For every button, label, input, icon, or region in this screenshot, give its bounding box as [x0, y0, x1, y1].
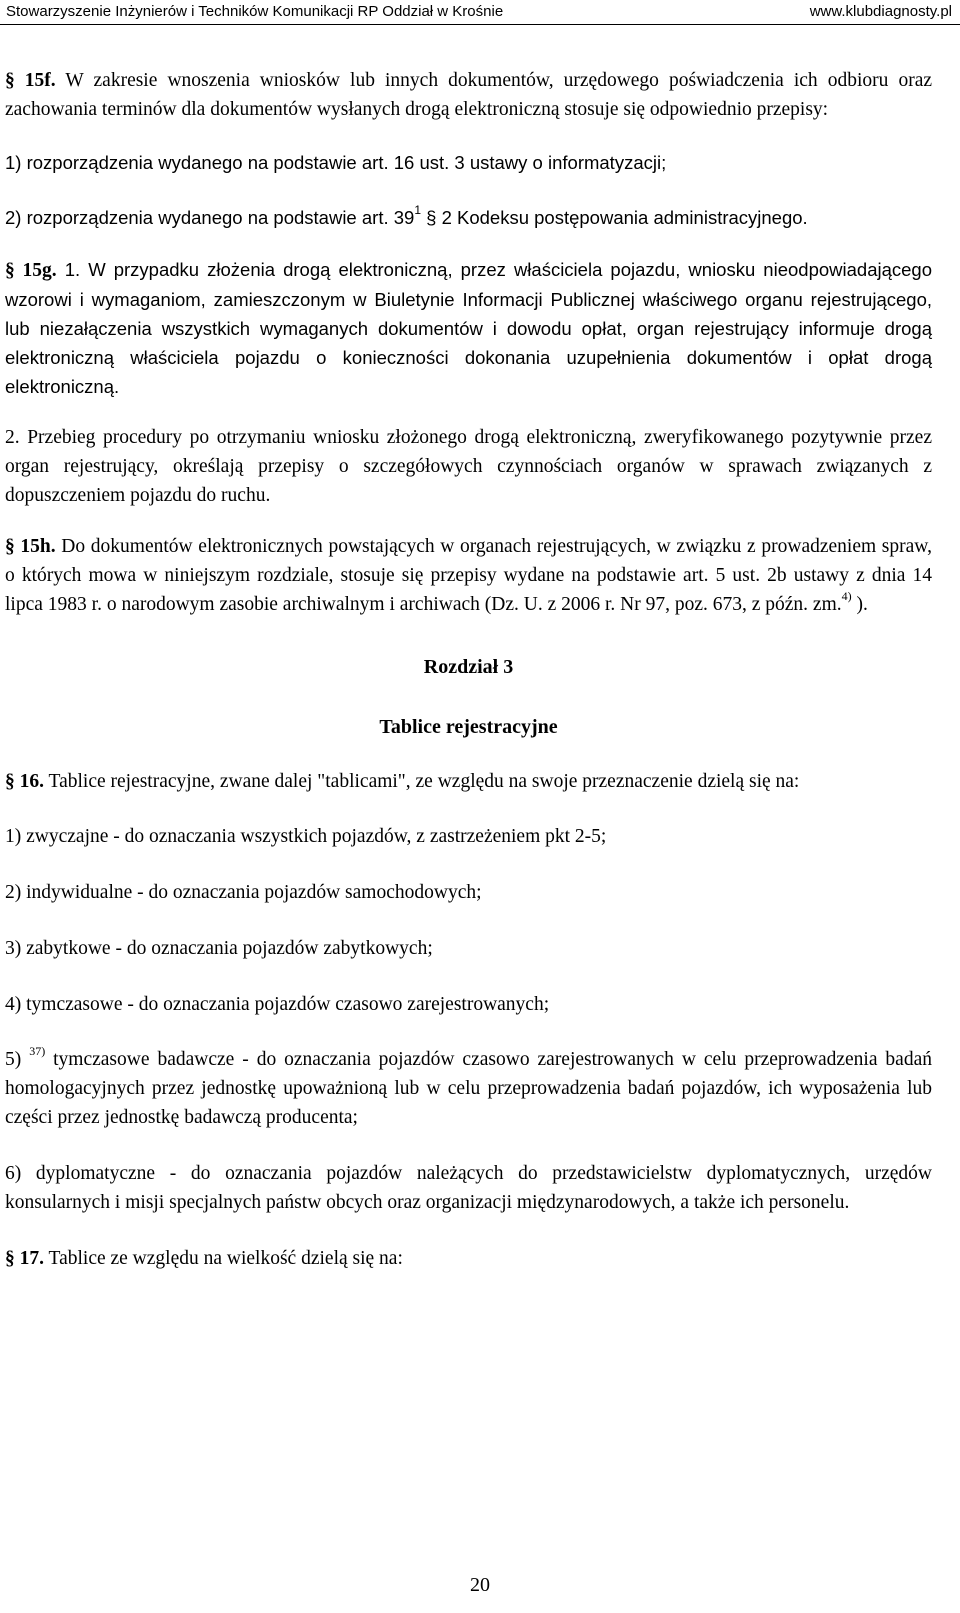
footnote-ref-4: 4)	[841, 588, 852, 603]
section-sign-16: § 16.	[5, 771, 44, 792]
chapter-title: Tablice rejestracyjne	[379, 716, 558, 738]
list-item-5	[5, 1045, 932, 1132]
item-2-text: 2) rozporządzenia wydanego na podstawie art. 39	[5, 207, 415, 228]
section-sign-15f: § 15f.	[5, 70, 56, 91]
section-sign-17: § 17.	[5, 1248, 44, 1269]
paragraph-15g-1	[5, 255, 932, 401]
page-number: 20	[470, 1574, 490, 1596]
paragraph-17	[5, 1244, 932, 1273]
list-item: 2) indywidualne - do oznaczania pojazdów samochodowych;	[5, 882, 482, 903]
paragraph-16-text: Tablice rejestracyjne, zwane dalej "tablicami", ze względu na swoje przeznaczenie dzielą się na:	[44, 771, 800, 792]
chapter-number: Rozdział 3	[423, 656, 514, 678]
paragraph-15g-2: 2. Przebieg procedury po otrzymaniu wniosku złożonego drogą elektroniczną, zweryfikowanego pozytywnie przez organ rejestrujący, określają przepisy o szczegółowych czynnościach organów w sprawach związanych z dopuszczeniem pojazdu do ruchu.	[5, 427, 932, 506]
paragraph-15f-item-2	[5, 203, 932, 232]
header-organization: Stowarzyszenie Inżynierów i Techników Komunikacji RP Oddział w Krośnie	[6, 3, 504, 20]
item-2-superscript: 1	[414, 202, 421, 217]
footnote-ref-37: 37)	[29, 1043, 46, 1058]
header-rule	[0, 24, 960, 25]
page-header	[0, 0, 960, 24]
item-2-text-end: § 2 Kodeksu postępowania administracyjnego.	[421, 207, 808, 228]
item-5-number: 5)	[5, 1049, 30, 1070]
header-website: www.klubdiagnosty.pl	[809, 3, 952, 20]
paragraph-15f-item-1: 1) rozporządzenia wydanego na podstawie art. 16 ust. 3 ustawy o informatyzacji;	[5, 152, 667, 173]
list-item: 3) zabytkowe - do oznaczania pojazdów zabytkowych;	[5, 938, 433, 959]
paragraph-15f-text: W zakresie wnoszenia wniosków lub innych dokumentów, urzędowego poświadczenia ich odbioru oraz zachowania terminów dla dokumentów wysłanych drogą elektroniczną stosuje się odpowiednio przepisy:	[5, 70, 933, 120]
list-item: 4) tymczasowe - do oznaczania pojazdów czasowo zarejestrowanych;	[5, 994, 550, 1015]
section-sign-15h: § 15h.	[5, 536, 56, 557]
paragraph-17-text: Tablice ze względu na wielkość dzielą się na:	[44, 1248, 403, 1269]
list-item-6: 6) dyplomatyczne - do oznaczania pojazdów należących do przedstawicielstw dyplomatycznych, urzędów konsularnych i misji specjalnych państw obcych oraz organizacji międzynarodowych, a także ich personelu.	[5, 1163, 932, 1213]
paragraph-15f	[5, 66, 932, 124]
paragraph-15h-text: Do dokumentów elektronicznych powstających w organach rejestrujących, w związku z prowadzeniem spraw, o których mowa w niniejszym rozdziale, stosuje się przepisy wydane na podstawie art. 5 ust. 2b ustawy z dnia 14 lipca 1983 r. o narodowym zasobie archiwalnym i archiwach (Dz. U. z 2006 r. Nr 97, poz. 673, z późn. zm.	[5, 536, 932, 615]
paragraph-15h-end: ).	[851, 594, 868, 615]
item-5-text: tymczasowe badawcze - do oznaczania pojazdów czasowo zarejestrowanych w celu przeprowadzenia badań homologacyjnych przez jednostkę upoważnioną lub w celu przeprowadzenia badań pojazdów, ich wyposażenia lub części przez jednostkę badawczą producenta;	[5, 1049, 932, 1128]
list-item: 1) zwyczajne - do oznaczania wszystkich pojazdów, z zastrzeżeniem pkt 2-5;	[5, 826, 607, 847]
section-sign-15g: § 15g.	[5, 260, 57, 281]
paragraph-16	[5, 767, 932, 796]
document-body	[5, 66, 932, 1273]
paragraph-15g-1-text: 1. W przypadku złożenia drogą elektroniczną, przez właściciela pojazdu, wniosku nieodpowiadającego wzorowi i wymaganiom, zamieszczonym w Biuletynie Informacji Publicznej właściwego organu rejestrującego, lub niezałączenia wszystkich wymaganych dokumentów i dowodu opłat, organ rejestrujący informuje drogą elektroniczną właściciela pojazdu o konieczności dokonania uzupełnienia dokumentów i opłat drogą elektroniczną.	[5, 259, 933, 397]
paragraph-15h	[5, 532, 932, 619]
